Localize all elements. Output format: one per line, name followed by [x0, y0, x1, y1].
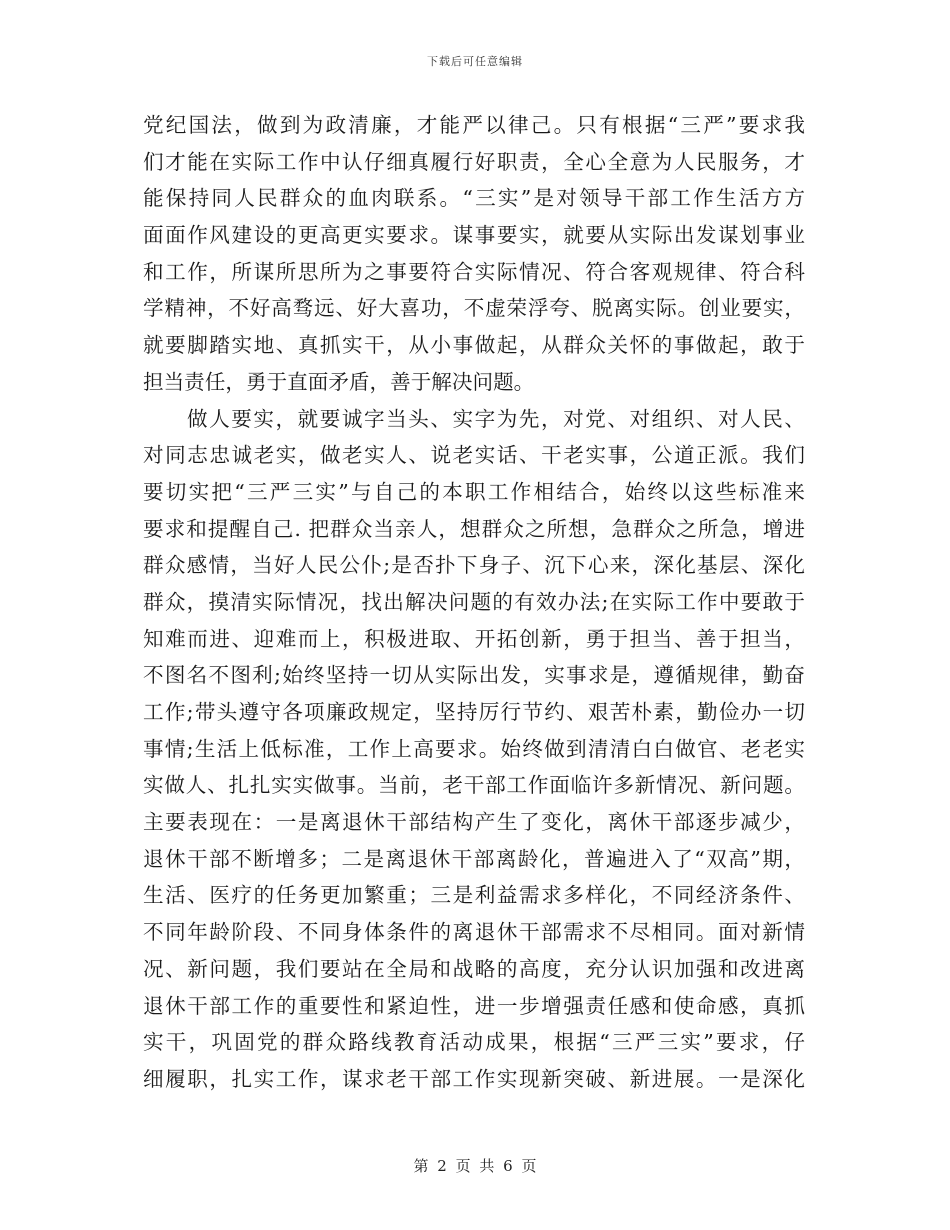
page-header: 下载后可任意编辑 [427, 55, 523, 68]
text-line: 要切实把“三严三实”与自己的本职工作相结合，始终以这些标准来 [143, 479, 805, 504]
text-line: 党纪国法，做到为政清廉，才能严以律己。只有根据“三严”要求我 [143, 113, 805, 137]
text-line: 群众，摸清实际情况，找出解决问题的有效办法;在实际工作中要敢于 [143, 589, 805, 614]
text-line: 主要表现在：一是离退休干部结构产生了变化，离休干部逐步减少， [143, 810, 805, 835]
text-line: 和工作，所谋所思所为之事要符合实际情况、符合客观规律、符合科 [143, 259, 805, 284]
text-line: 生活、医疗的任务更加繁重；三是利益需求多样化，不同经济条件、 [143, 883, 805, 908]
text-line: 面面作风建设的更高更实要求。谋事要实，就要从实际出发谋划事业 [143, 223, 805, 248]
text-line: 对同志忠诚老实，做老实人、说老实话、干老实事，公道正派。我们 [143, 443, 805, 468]
text-line: 事情;生活上低标准，工作上高要求。始终做到清清白白做官、老老实 [143, 736, 805, 761]
text-line: 知难而进、迎难而上，积极进取、开拓创新，勇于担当、善于担当， [143, 626, 805, 651]
text-line: 担当责任，勇于直面矛盾，善于解决问题。 [143, 369, 535, 394]
text-line: 们才能在实际工作中认仔细真履行好职责，全心全意为人民服务，才 [143, 149, 805, 174]
text-line: 不同年龄阶段、不同身体条件的离退休干部需求不尽相同。面对新情 [143, 920, 805, 945]
text-line: 况、新问题，我们要站在全局和战略的高度，充分认识加强和改进离 [143, 956, 805, 981]
text-line: 细履职，扎实工作，谋求老干部工作实现新突破、新进展。一是深化 [143, 1066, 805, 1091]
text-line: 群众感情，当好人民公仆;是否扑下身子、沉下心来，深化基层、深化 [143, 553, 805, 578]
page-footer: 第 2 页 共 6 页 [413, 1157, 537, 1175]
text-line: 实干，巩固党的群众路线教育活动成果，根据“三严三实”要求，仔 [143, 1030, 805, 1055]
text-line: 能保持同人民群众的血肉联系。“三实”是对领导干部工作生活方方 [143, 186, 805, 211]
paragraph-start-line: 做人要实，就要诚字当头、实字为先，对党、对组织、对人民、 [187, 406, 805, 431]
text-line: 就要脚踏实地、真抓实干，从小事做起，从群众关怀的事做起，敢于 [143, 333, 805, 358]
text-line: 要求和提醒自己. 把群众当亲人，想群众之所想，急群众之所急，增进 [143, 516, 805, 541]
text-line: 退休干部工作的重要性和紧迫性，进一步增强责任感和使命感，真抓 [143, 993, 805, 1018]
text-line: 实做人、扎扎实实做事。当前，老干部工作面临许多新情况、新问题。 [143, 773, 805, 798]
text-line: 退休干部不断增多；二是离退休干部离龄化，普遍进入了“双高”期， [143, 846, 805, 871]
text-line: 学精神，不好高骛远、好大喜功，不虚荣浮夸、脱离实际。创业要实， [143, 296, 805, 321]
text-line: 不图名不图利;始终坚持一切从实际出发，实事求是，遵循规律，勤奋 [143, 663, 805, 688]
body-text [143, 107, 805, 1098]
text-line: 工作;带头遵守各项廉政规定，坚持厉行节约、艰苦朴素，勤俭办一切 [143, 700, 805, 724]
